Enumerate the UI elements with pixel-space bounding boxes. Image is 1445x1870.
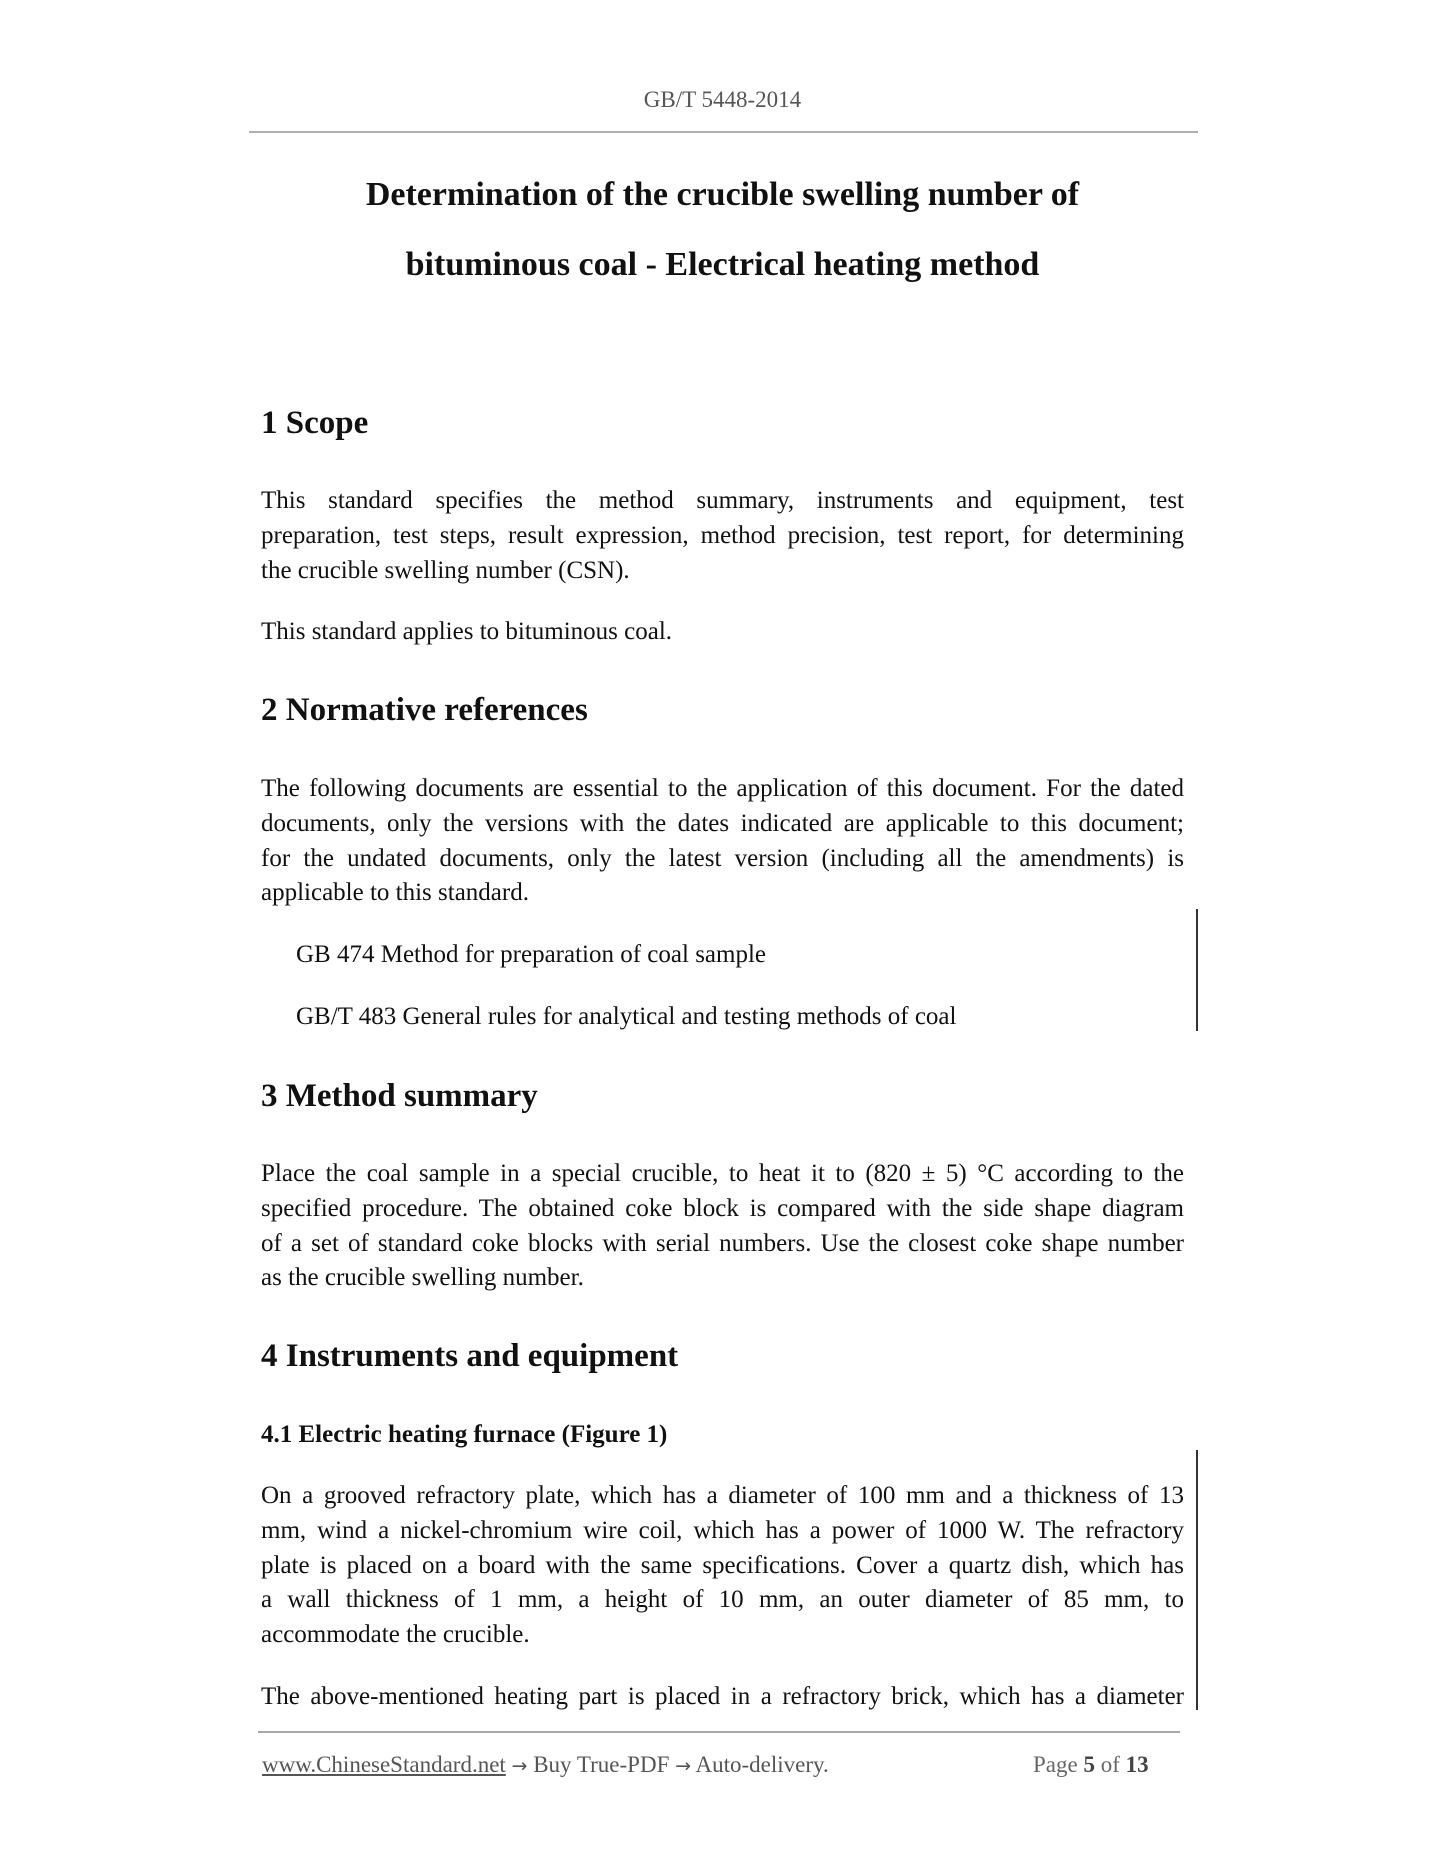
normative-paragraph bbox=[261, 772, 1184, 911]
text-line: This standard applies to bituminous coal. bbox=[261, 618, 673, 645]
page-number bbox=[1033, 1751, 1149, 1779]
text-line: On a grooved refractory plate, which has a diameter of 100 mm and a thickness of 13 bbox=[261, 1482, 1184, 1509]
page-total: 13 bbox=[1125, 1752, 1149, 1777]
text-line: of a set of standard coke blocks with serial numbers. Use the closest coke shape number bbox=[261, 1229, 1184, 1257]
text-line: plate is placed on a board with the same specifications. Cover a quartz dish, which has bbox=[261, 1551, 1184, 1579]
scope-applicability bbox=[261, 615, 1184, 650]
text-line: mm, wind a nickel-chromium wire coil, which has a power of 1000 W. The refractory bbox=[261, 1516, 1184, 1544]
electric-furnace-paragraph bbox=[261, 1479, 1184, 1653]
footer-promo bbox=[262, 1751, 829, 1780]
text-line: The above-mentioned heating part is placed in a refractory brick, which has a diameter bbox=[261, 1683, 1184, 1710]
document-title-line-1: Determination of the crucible swelling number of bbox=[365, 176, 1080, 213]
reference-item: GB/T 483 General rules for analytical and testing methods of coal bbox=[296, 1003, 957, 1030]
text-line: Place the coal sample in a special crucible, to heat it to (820 ± 5) °C according to the bbox=[261, 1160, 1184, 1187]
footer-step-delivery: Auto-delivery. bbox=[695, 1752, 829, 1777]
text-line: applicable to this standard. bbox=[261, 879, 529, 907]
text-line: specified procedure. The obtained coke block is compared with the side shape diagram bbox=[261, 1194, 1184, 1222]
section-heading-normative-references: 2 Normative references bbox=[261, 692, 588, 728]
running-header: GB/T 5448-2014 bbox=[643, 87, 802, 112]
reference-item: GB 474 Method for preparation of coal sample bbox=[296, 941, 767, 968]
subsection-heading-electric-furnace: 4.1 Electric heating furnace (Figure 1) bbox=[261, 1421, 668, 1448]
page-label: Page bbox=[1033, 1752, 1078, 1777]
section-heading-method-summary: 3 Method summary bbox=[261, 1078, 538, 1114]
text-line: for the undated documents, only the latest version (including all the amendments) is bbox=[261, 844, 1184, 872]
text-line: as the crucible swelling number. bbox=[261, 1264, 584, 1292]
method-summary-paragraph bbox=[261, 1157, 1184, 1296]
header-rule bbox=[249, 131, 1198, 133]
change-bar bbox=[1196, 1450, 1198, 1710]
website-link[interactable]: www.ChineseStandard.net bbox=[262, 1752, 506, 1777]
footer-step-buy: Buy True-PDF bbox=[533, 1752, 670, 1777]
text-line: This standard specifies the method summary, instruments and equipment, test bbox=[261, 487, 1184, 514]
change-bar bbox=[1196, 909, 1198, 1031]
text-line: accommodate the crucible. bbox=[261, 1621, 530, 1649]
page-current: 5 bbox=[1083, 1752, 1095, 1777]
arrow-right-icon: → bbox=[511, 1755, 528, 1777]
text-line: The following documents are essential to the application of this document. For the dated bbox=[261, 775, 1184, 802]
scope-paragraph bbox=[261, 484, 1184, 588]
page-of-label: of bbox=[1100, 1752, 1120, 1777]
heating-part-paragraph bbox=[261, 1680, 1184, 1715]
text-line: documents, only the versions with the dates indicated are applicable to this document; bbox=[261, 809, 1184, 837]
text-line: the crucible swelling number (CSN). bbox=[261, 556, 630, 584]
text-line: preparation, test steps, result expression, method precision, test report, for determining bbox=[261, 521, 1184, 549]
document-title-line-2: bituminous coal - Electrical heating method bbox=[405, 246, 1040, 283]
text-line: a wall thickness of 1 mm, a height of 10 mm, an outer diameter of 85 mm, to bbox=[261, 1586, 1184, 1614]
section-heading-instruments: 4 Instruments and equipment bbox=[261, 1338, 679, 1374]
section-heading-scope: 1 Scope bbox=[261, 405, 369, 441]
arrow-right-icon: → bbox=[675, 1755, 692, 1777]
footer-rule bbox=[258, 1731, 1180, 1733]
